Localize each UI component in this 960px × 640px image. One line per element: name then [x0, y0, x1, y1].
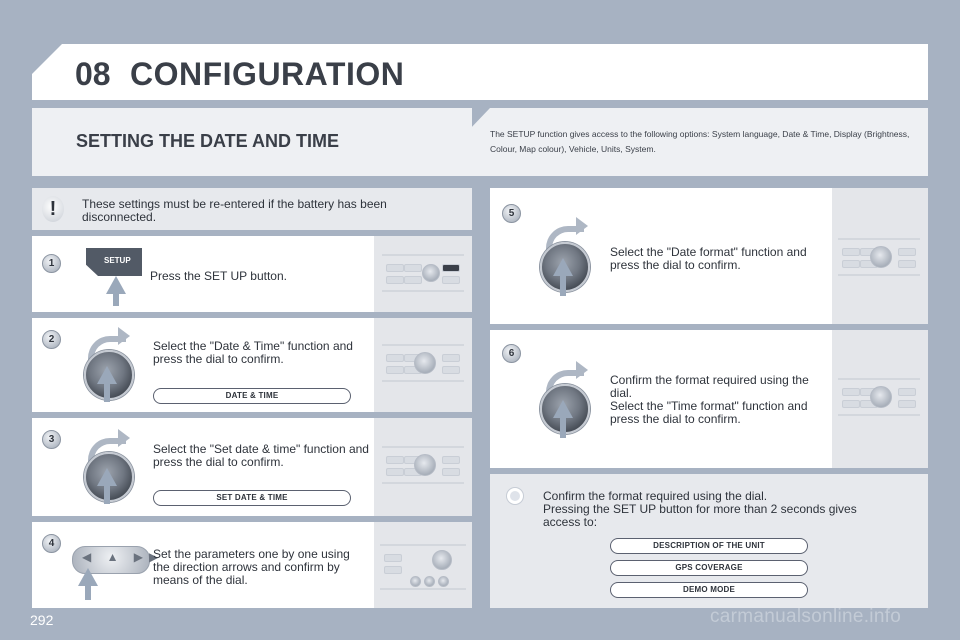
chapter-title: CONFIGURATION	[130, 56, 405, 92]
step-1-text: Press the SET UP button.	[150, 269, 287, 283]
rotate-arrow-head	[118, 327, 130, 345]
step-3-text: Select the "Set date & time" function and press the dial to confirm.	[153, 442, 369, 469]
rotate-arrow-head	[576, 217, 588, 235]
push-arrow-stem	[560, 416, 566, 438]
page-number: 292	[30, 612, 54, 628]
step-5-text: Select the "Date format" function and press the dial to confirm.	[610, 245, 807, 272]
push-arrow-stem	[113, 292, 119, 306]
menu-item-description-of-the-unit: DESCRIPTION OF THE UNIT	[610, 538, 808, 554]
radio-panel-icon	[838, 234, 920, 280]
rotate-arrow-head	[118, 429, 130, 447]
radio-panel-icon	[380, 540, 466, 594]
menu-item-set-date-time: SET DATE & TIME	[153, 490, 351, 506]
sun-tip-icon	[510, 491, 520, 501]
chapter-number: 08	[75, 56, 111, 92]
step-6-text: Confirm the format required using the dial. Select the "Time format" function and press the dial to confirm.	[610, 373, 809, 426]
radio-panel-icon	[838, 374, 920, 420]
menu-item-gps-coverage: GPS COVERAGE	[610, 560, 808, 576]
menu-item-date-time: DATE & TIME	[153, 388, 351, 404]
watermark: carmanualsonline.info	[710, 606, 902, 627]
step-5-badge: 5	[502, 204, 521, 223]
push-arrow-stem	[104, 382, 110, 402]
step-6-badge: 6	[502, 344, 521, 363]
step-4-text: Set the parameters one by one using the direction arrows and confirm by means of the dial.	[153, 547, 350, 587]
step-1-badge: 1	[42, 254, 61, 273]
step-4-badge: 4	[42, 534, 61, 553]
section-title: SETTING THE DATE AND TIME	[76, 131, 339, 151]
tip-text: Confirm the format required using the dial. Pressing the SET UP button for more than 2 seconds gives access to:	[543, 489, 857, 529]
step-2-text: Select the "Date & Time" function and press the dial to confirm.	[153, 339, 353, 366]
push-arrow-stem	[560, 274, 566, 296]
warning-text: These settings must be re-entered if the battery has been disconnected.	[82, 197, 387, 224]
push-arrow-stem	[104, 484, 110, 504]
rotate-arrow-head	[576, 361, 588, 379]
radio-panel-icon	[382, 250, 464, 296]
section-intro: The SETUP function gives access to the following options: System language, Date & Time, Display (Brightness, Colour, Map colour), Vehicle, Units, System.	[490, 129, 910, 154]
step-3-badge: 3	[42, 430, 61, 449]
warning-icon: !	[42, 196, 64, 222]
step-2-badge: 2	[42, 330, 61, 349]
push-arrow-stem	[85, 584, 91, 600]
menu-item-demo-mode: DEMO MODE	[610, 582, 808, 598]
setup-button-label: SETUP	[104, 256, 131, 265]
radio-panel-icon	[382, 442, 464, 488]
direction-pad-arrows: ◀ ▲ ▶▶	[82, 550, 165, 564]
radio-panel-icon	[382, 340, 464, 386]
